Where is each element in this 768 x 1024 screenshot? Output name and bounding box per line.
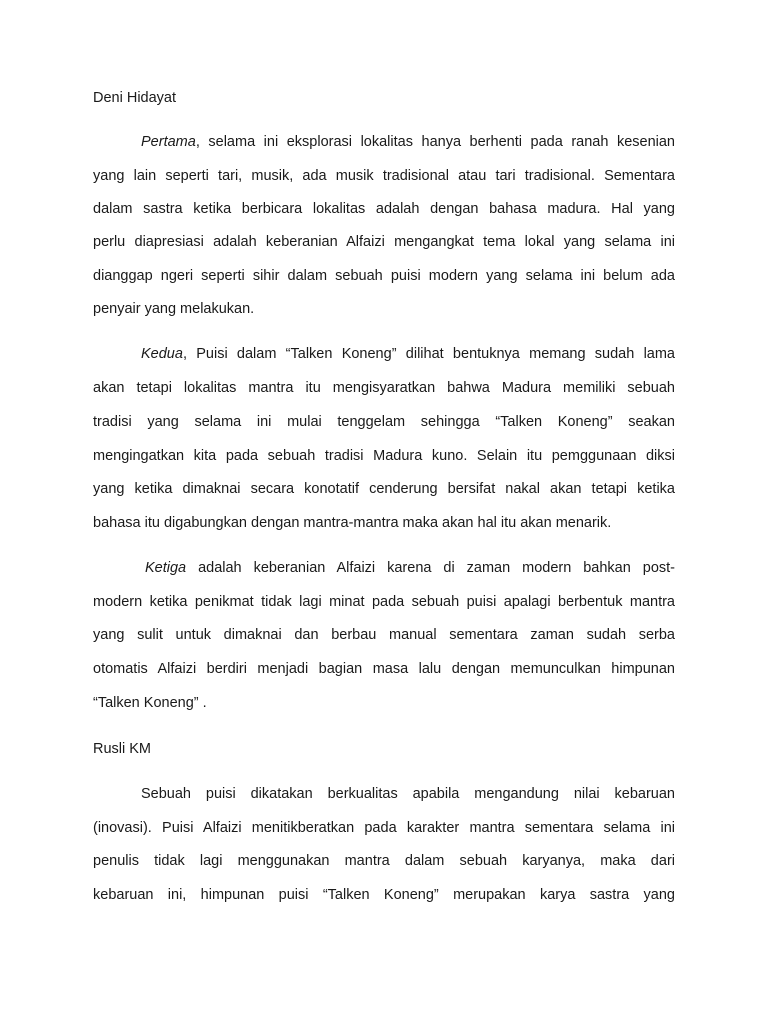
paragraph-line: Ketiga adalah keberanian Alfaizi karena di zaman modern bahkan post- [145,560,675,576]
paragraph-line: Kedua, Puisi dalam “Talken Koneng” dilihat bentuknya memang sudah lama [141,346,675,362]
paragraph-line: mengingatkan kita pada sebuah tradisi Madura kuno. Selain itu pemggunaan diksi [93,448,675,464]
paragraph-line: (inovasi). Puisi Alfaizi menitikberatkan pada karakter mantra sementara selama ini [93,820,675,836]
author-heading-rusli-km: Rusli KM [93,741,152,757]
paragraph-line: akan tetapi lokalitas mantra itu mengisyaratkan bahwa Madura memiliki sebuah [93,380,675,396]
paragraph-line: otomatis Alfaizi berdiri menjadi bagian masa lalu dengan memunculkan himpunan [93,661,675,677]
paragraph-lead-word: Kedua [141,346,183,362]
paragraph-lead-word: Pertama [141,134,196,150]
paragraph-line: Sebuah puisi dikatakan berkualitas apabila mengandung nilai kebaruan [141,786,675,802]
paragraph-line: yang sulit untuk dimaknai dan berbau manual sementara zaman sudah serba [93,627,675,643]
paragraph-line: modern ketika penikmat tidak lagi minat pada sebuah puisi apalagi berbentuk mantra [93,594,675,610]
paragraph-line: dalam sastra ketika berbicara lokalitas adalah dengan bahasa madura. Hal yang [93,201,675,217]
paragraph-line: “Talken Koneng” . [93,695,207,711]
paragraph-line: tradisi yang selama ini mulai tenggelam sehingga “Talken Koneng” seakan [93,414,675,430]
paragraph-line: perlu diapresiasi adalah keberanian Alfaizi mengangkat tema lokal yang selama ini [93,234,675,250]
paragraph-line: kebaruan ini, himpunan puisi “Talken Koneng” merupakan karya sastra yang [93,887,675,903]
paragraph-line: penulis tidak lagi menggunakan mantra dalam sebuah karyanya, maka dari [93,853,675,869]
paragraph-line: dianggap ngeri seperti sihir dalam sebuah puisi modern yang selama ini belum ada [93,268,675,284]
paragraph-line: penyair yang melakukan. [93,301,255,317]
paragraph-line: yang lain seperti tari, musik, ada musik tradisional atau tari tradisional. Sementara [93,168,675,184]
paragraph-line: yang ketika dimaknai secara konotatif cenderung bersifat nakal akan tetapi ketika [93,481,675,497]
paragraph-line: Pertama, selama ini eksplorasi lokalitas hanya berhenti pada ranah kesenian [141,134,675,150]
author-heading-deni-hidayat: Deni Hidayat [93,90,177,106]
paragraph-lead-word: Ketiga [145,560,187,576]
paragraph-line: bahasa itu digabungkan dengan mantra-mantra maka akan hal itu akan menarik. [93,515,612,531]
